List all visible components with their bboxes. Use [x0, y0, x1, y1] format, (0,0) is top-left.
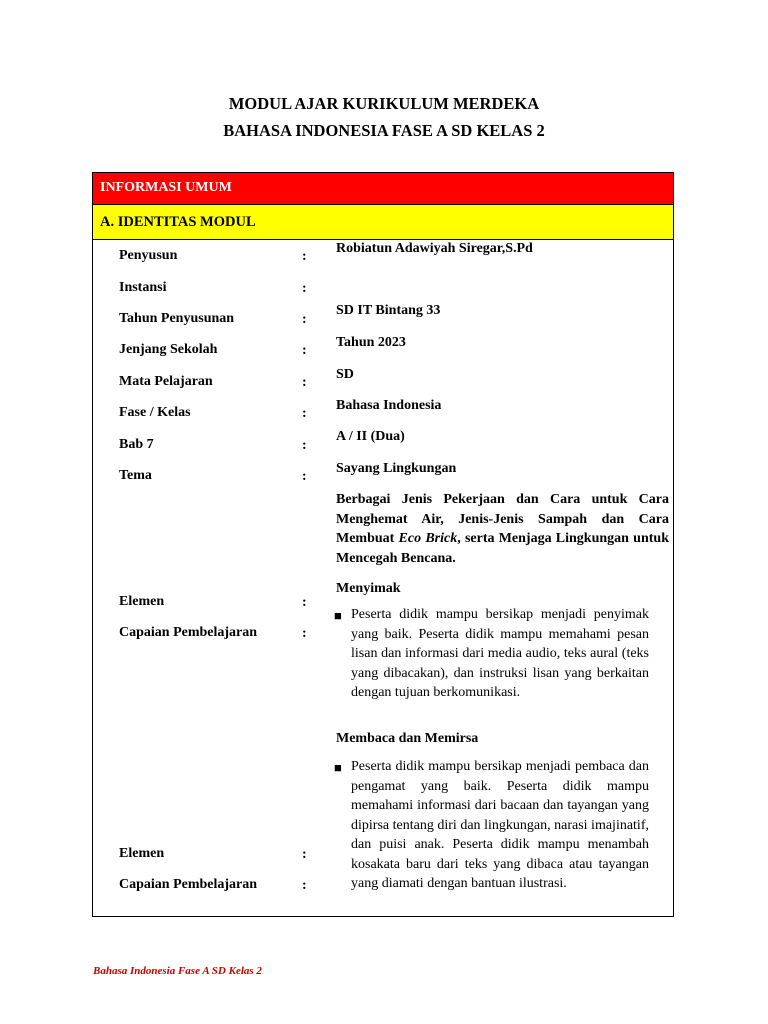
colon: : — [302, 878, 307, 893]
document-title: MODUL AJAR KURIKULUM MERDEKA — [228, 94, 540, 113]
value-tahun: Tahun 2023 — [336, 335, 406, 350]
label-jenjang: Jenjang Sekolah — [119, 342, 218, 357]
colon: : — [302, 847, 307, 862]
subsection-header-identitas-modul: A. IDENTITAS MODUL — [93, 205, 673, 240]
colon: : — [302, 626, 307, 641]
colon: : — [302, 375, 307, 390]
label-penyusun: Penyusun — [119, 248, 178, 263]
value-mapel: Bahasa Indonesia — [336, 398, 442, 413]
label-capaian-2: Capaian Pembelajaran — [119, 877, 258, 892]
colon: : — [302, 281, 307, 296]
label-elemen-2: Elemen — [119, 846, 165, 861]
colon: : — [302, 312, 307, 327]
colon: : — [302, 406, 307, 421]
document-subtitle: BAHASA INDONESIA FASE A SD KELAS 2 — [223, 121, 545, 140]
square-bullet-icon: ■ — [334, 608, 342, 623]
label-instansi: Instansi — [119, 280, 167, 295]
value-penyusun: Robiatun Adawiyah Siregar,S.Pd — [336, 241, 533, 256]
elemen-2-capaian-text: Peserta didik mampu bersikap menjadi pembaca dan pengamat yang baik. Peserta didik mampu memahami informasi dari bacaan dan tayangan yang dipirsa tentang diri dan lingkungan, narasi imajinatif, dan puisi anak. Peserta didik mampu menambah kosakata baru dari teks yang dibaca atau tayangan yang diamati dengan bantuan ilustrasi. — [351, 759, 649, 891]
value-jenjang: SD — [336, 367, 354, 382]
square-bullet-icon: ■ — [334, 760, 342, 775]
value-fase: A / II (Dua) — [336, 429, 405, 444]
label-elemen-1: Elemen — [119, 594, 165, 609]
label-bab: Bab 7 — [119, 437, 154, 452]
colon: : — [302, 343, 307, 358]
section-header-informasi-umum: INFORMASI UMUM — [93, 173, 673, 205]
colon: : — [302, 469, 307, 484]
colon: : — [302, 595, 307, 610]
colon: : — [302, 249, 307, 264]
label-capaian-1: Capaian Pembelajaran — [119, 625, 258, 640]
label-fase: Fase / Kelas — [119, 405, 191, 420]
elemen-1-title: Menyimak — [336, 581, 401, 596]
page-footer: Bahasa Indonesia Fase A SD Kelas 2 — [93, 965, 262, 977]
elemen-1-capaian-text: Peserta didik mampu bersikap menjadi penyimak yang baik. Peserta didik mampu memahami pesan lisan dan informasi dari media audio, teks aural (teks yang dibacakan), dan instruksi lisan yang berkaitan dengan tujuan berkomunikasi. — [351, 607, 649, 700]
label-tahun: Tahun Penyusunan — [119, 311, 235, 326]
elemen-2-title: Membaca dan Memirsa — [336, 731, 479, 746]
value-bab-description: Berbagai Jenis Pekerjaan dan Cara untuk Cara Menghemat Air, Jenis-Jenis Sampah dan Cara Membuat Eco Brick, serta Menjaga Lingkungan untuk Mencegah Bencana. — [336, 492, 669, 566]
value-tema: Sayang Lingkungan — [336, 461, 457, 476]
label-tema: Tema — [119, 468, 152, 483]
value-instansi: SD IT Bintang 33 — [336, 303, 441, 318]
label-mapel: Mata Pelajaran — [119, 374, 213, 389]
colon: : — [302, 438, 307, 453]
